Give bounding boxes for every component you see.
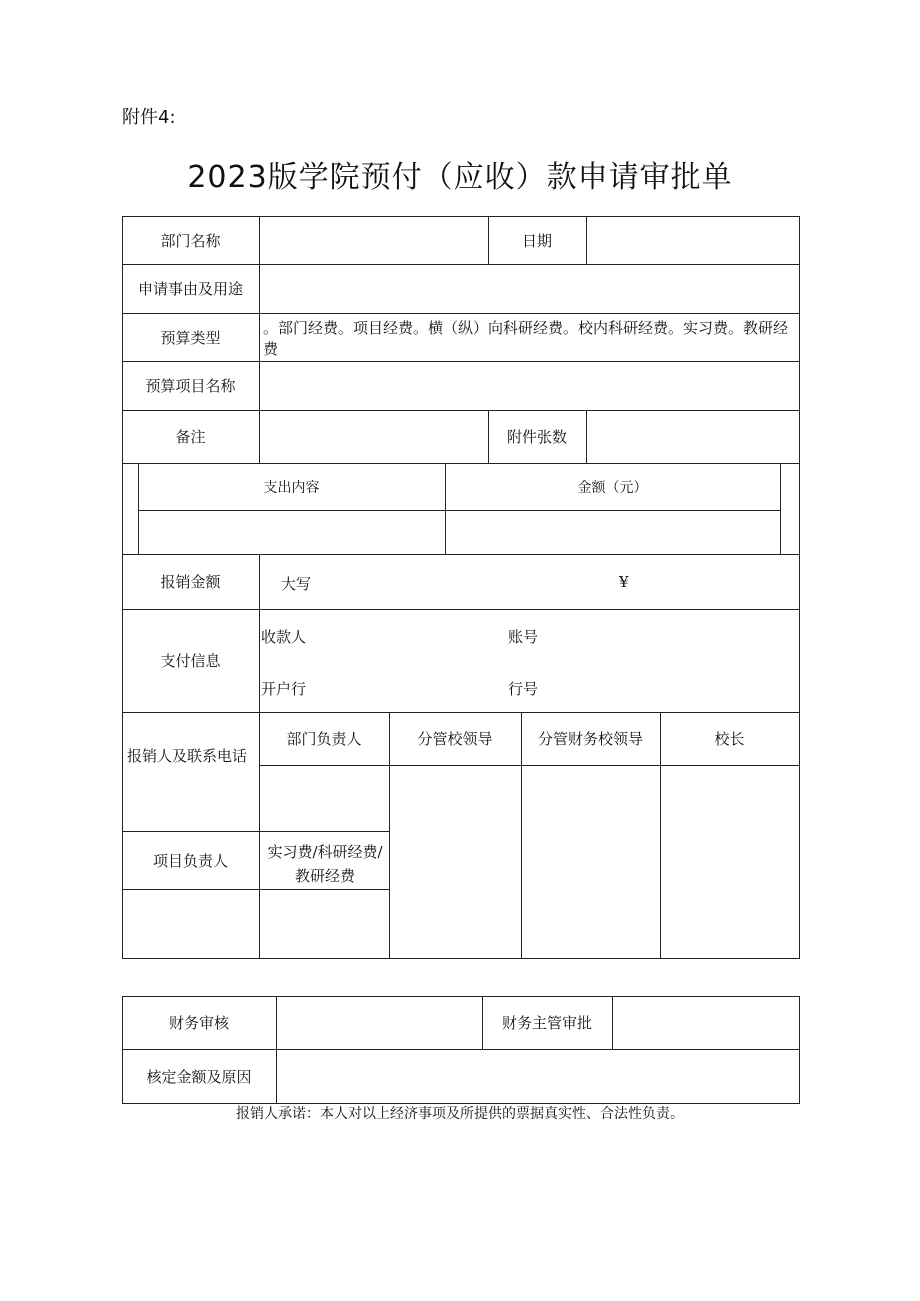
finance-supervisor-field[interactable]: [613, 997, 799, 1049]
dept-head-signature[interactable]: [260, 766, 389, 831]
approved-amount-field[interactable]: [277, 1050, 799, 1103]
dept-name-field[interactable]: [260, 217, 488, 264]
purpose-field[interactable]: [260, 265, 799, 313]
school-leader-signature[interactable]: [390, 766, 521, 958]
attachments-count-field[interactable]: [587, 411, 799, 463]
budget-type-options[interactable]: 。部门经费。项目经费。横（纵）向科研经费。校内科研经费。实习费。教研经费: [263, 319, 789, 358]
expense-content-field[interactable]: [139, 511, 445, 554]
reimburse-amount-label: 报销金额: [160, 573, 221, 591]
finance-leader-label: 分管财务校领导: [537, 730, 643, 748]
amount-field[interactable]: [446, 511, 780, 554]
project-head-field[interactable]: [123, 890, 259, 958]
date-field[interactable]: [587, 217, 799, 264]
budget-item-label: 预算项目名称: [145, 377, 236, 395]
attachments-count-label: 附件张数: [506, 428, 567, 446]
amount-header: 金额（元）: [577, 479, 648, 496]
president-label: 校长: [714, 730, 745, 748]
finance-leader-signature[interactable]: [522, 766, 660, 958]
finance-audit-field[interactable]: [277, 997, 482, 1049]
payment-info-label: 支付信息: [160, 652, 221, 670]
reimburser-contact-label: 报销人及联系电话: [127, 747, 248, 765]
budget-type-label: 预算类型: [160, 328, 221, 347]
account-label[interactable]: 账号: [508, 628, 539, 646]
date-label: 日期: [521, 231, 552, 250]
capital-amount-label[interactable]: 大写: [281, 575, 312, 593]
dept-head-label: 部门负责人: [286, 730, 362, 748]
purpose-label: 申请事由及用途: [137, 280, 243, 298]
payee-label[interactable]: 收款人: [261, 628, 307, 646]
president-signature[interactable]: [661, 766, 799, 958]
bank-label[interactable]: 开户行: [261, 680, 307, 698]
bank-no-label[interactable]: 行号: [508, 680, 539, 698]
remark-label: 备注: [175, 428, 206, 446]
attachment-label: 附件4:: [122, 107, 176, 128]
yen-symbol[interactable]: ¥: [619, 573, 629, 591]
expense-content-header: 支出内容: [263, 479, 320, 496]
project-head-label: 项目负责人: [152, 851, 228, 870]
budget-item-field[interactable]: [260, 362, 799, 410]
approved-amount-label: 核定金额及原因: [146, 1067, 252, 1086]
finance-supervisor-label: 财务主管审批: [501, 1014, 592, 1032]
page-title: 2023版学院预付（应收）款申请审批单: [187, 160, 733, 195]
reimburser-contact-field[interactable]: [123, 766, 259, 831]
finance-audit-label: 财务审核: [168, 1014, 229, 1032]
school-leader-label: 分管校领导: [417, 730, 493, 748]
dept-name-label: 部门名称: [160, 231, 221, 250]
fee-types-label: 实习费/科研经费/教研经费: [267, 843, 383, 885]
fee-types-signature[interactable]: [260, 890, 389, 958]
remark-field[interactable]: [260, 411, 488, 463]
pledge-note: 报销人承诺：本人对以上经济事项及所提供的票据真实性、合法性负责。: [236, 1106, 684, 1122]
